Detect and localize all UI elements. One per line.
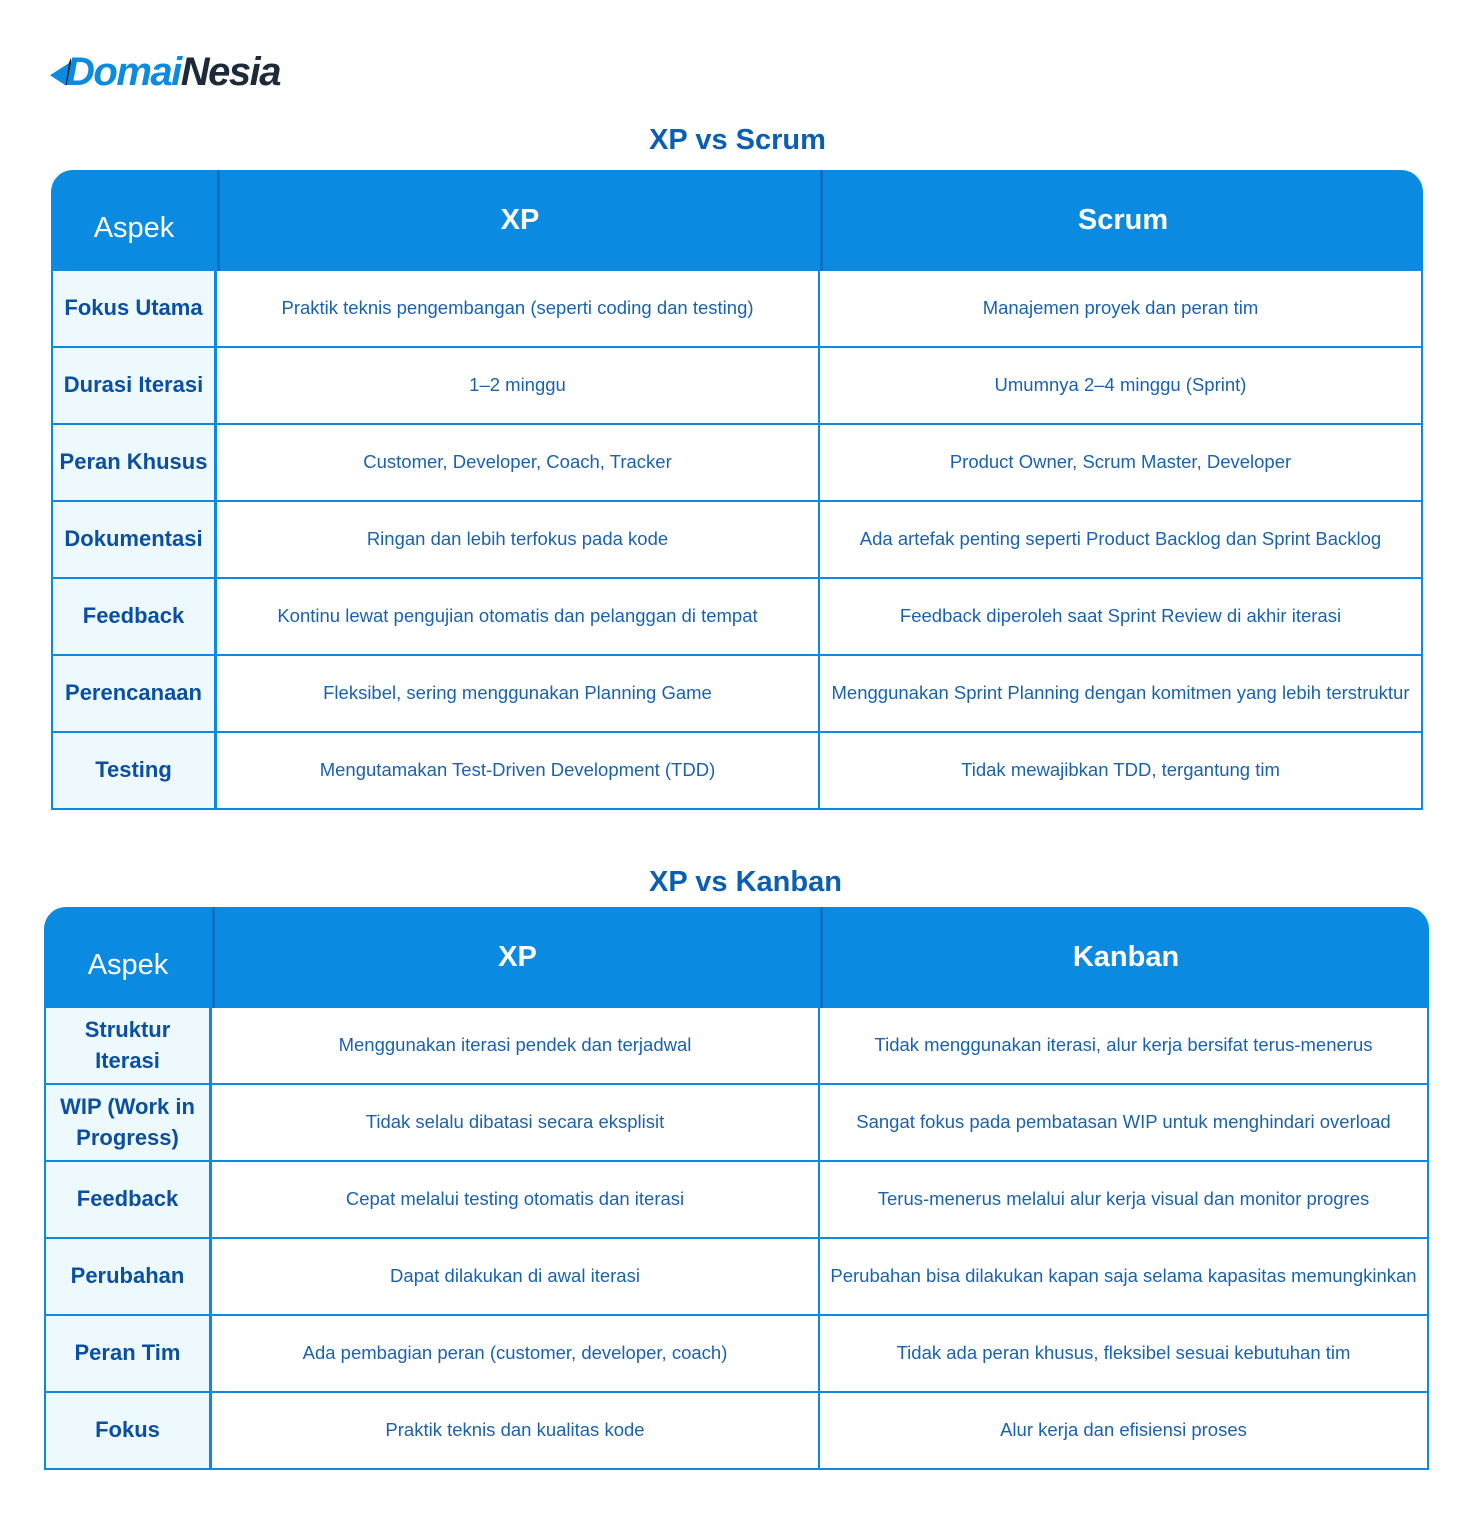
row-aspect-label: Dokumentasi — [51, 502, 217, 579]
header-scrum: Scrum — [820, 170, 1423, 271]
table-row — [51, 502, 1423, 579]
cell-compare: Alur kerja dan efisiensi proses — [820, 1393, 1429, 1470]
cell-xp: Kontinu lewat pengujian otomatis dan pelanggan di tempat — [217, 579, 820, 656]
cell-compare: Sangat fokus pada pembatasan WIP untuk menghindari overload — [820, 1085, 1429, 1162]
cell-xp: Ringan dan lebih terfokus pada kode — [217, 502, 820, 579]
cell-xp: Fleksibel, sering menggunakan Planning Game — [217, 656, 820, 733]
xp-vs-kanban-table — [44, 907, 1429, 1470]
cell-compare: Feedback diperoleh saat Sprint Review di akhir iterasi — [820, 579, 1423, 656]
header-aspek: Aspek — [44, 907, 212, 1008]
cell-compare: Tidak ada peran khusus, fleksibel sesuai kebutuhan tim — [820, 1316, 1429, 1393]
table-row — [44, 1085, 1429, 1162]
row-aspect-label: WIP (Work in Progress) — [44, 1085, 212, 1162]
cell-compare: Product Owner, Scrum Master, Developer — [820, 425, 1423, 502]
xp-vs-scrum-table — [51, 170, 1423, 810]
header-kanban: Kanban — [820, 907, 1429, 1008]
table-header-row — [51, 170, 1423, 271]
row-aspect-label: Durasi Iterasi — [51, 348, 217, 425]
cell-xp: Dapat dilakukan di awal iterasi — [212, 1239, 820, 1316]
cell-xp: Tidak selalu dibatasi secara eksplisit — [212, 1085, 820, 1162]
cell-compare: Umumnya 2–4 minggu (Sprint) — [820, 348, 1423, 425]
logo-wordmark: DomaiNesia — [66, 50, 280, 94]
cell-compare: Tidak mewajibkan TDD, tergantung tim — [820, 733, 1423, 810]
cell-compare: Manajemen proyek dan peran tim — [820, 271, 1423, 348]
row-aspect-label: Feedback — [51, 579, 217, 656]
cell-xp: Ada pembagian peran (customer, developer, coach) — [212, 1316, 820, 1393]
cell-xp: Praktik teknis dan kualitas kode — [212, 1393, 820, 1470]
cell-compare: Tidak menggunakan iterasi, alur kerja bersifat terus-menerus — [820, 1008, 1429, 1085]
row-aspect-label: Perencanaan — [51, 656, 217, 733]
table-row — [51, 348, 1423, 425]
header-aspek: Aspek — [51, 170, 217, 271]
row-aspect-label: Testing — [51, 733, 217, 810]
row-aspect-label: Perubahan — [44, 1239, 212, 1316]
row-aspect-label: Struktur Iterasi — [44, 1008, 212, 1085]
row-aspect-label: Peran Tim — [44, 1316, 212, 1393]
cell-xp: Praktik teknis pengembangan (seperti coding dan testing) — [217, 271, 820, 348]
table-row — [51, 271, 1423, 348]
cell-xp: 1–2 minggu — [217, 348, 820, 425]
table-row — [51, 579, 1423, 656]
scrum-table-title: XP vs Scrum — [649, 124, 826, 156]
table-row — [44, 1008, 1429, 1085]
table-row — [51, 425, 1423, 502]
row-aspect-label: Peran Khusus — [51, 425, 217, 502]
row-aspect-label: Fokus — [44, 1393, 212, 1470]
row-aspect-label: Feedback — [44, 1162, 212, 1239]
table-header-row — [44, 907, 1429, 1008]
cell-compare: Terus-menerus melalui alur kerja visual dan monitor progres — [820, 1162, 1429, 1239]
cell-compare: Ada artefak penting seperti Product Backlog dan Sprint Backlog — [820, 502, 1423, 579]
header-xp: XP — [217, 170, 820, 271]
row-aspect-label: Fokus Utama — [51, 271, 217, 348]
kanban-table-title: XP vs Kanban — [649, 866, 842, 898]
table-row — [44, 1162, 1429, 1239]
table-row — [44, 1316, 1429, 1393]
cell-xp: Mengutamakan Test-Driven Development (TDD) — [217, 733, 820, 810]
table-row — [44, 1239, 1429, 1316]
cell-compare: Perubahan bisa dilakukan kapan saja selama kapasitas memungkinkan — [820, 1239, 1429, 1316]
domainesia-logo — [50, 44, 280, 100]
cell-compare: Menggunakan Sprint Planning dengan komitmen yang lebih terstruktur — [820, 656, 1423, 733]
table-row — [51, 733, 1423, 810]
table-row — [44, 1393, 1429, 1470]
cell-xp: Customer, Developer, Coach, Tracker — [217, 425, 820, 502]
cell-xp: Menggunakan iterasi pendek dan terjadwal — [212, 1008, 820, 1085]
cell-xp: Cepat melalui testing otomatis dan iterasi — [212, 1162, 820, 1239]
table-row — [51, 656, 1423, 733]
header-xp: XP — [212, 907, 820, 1008]
